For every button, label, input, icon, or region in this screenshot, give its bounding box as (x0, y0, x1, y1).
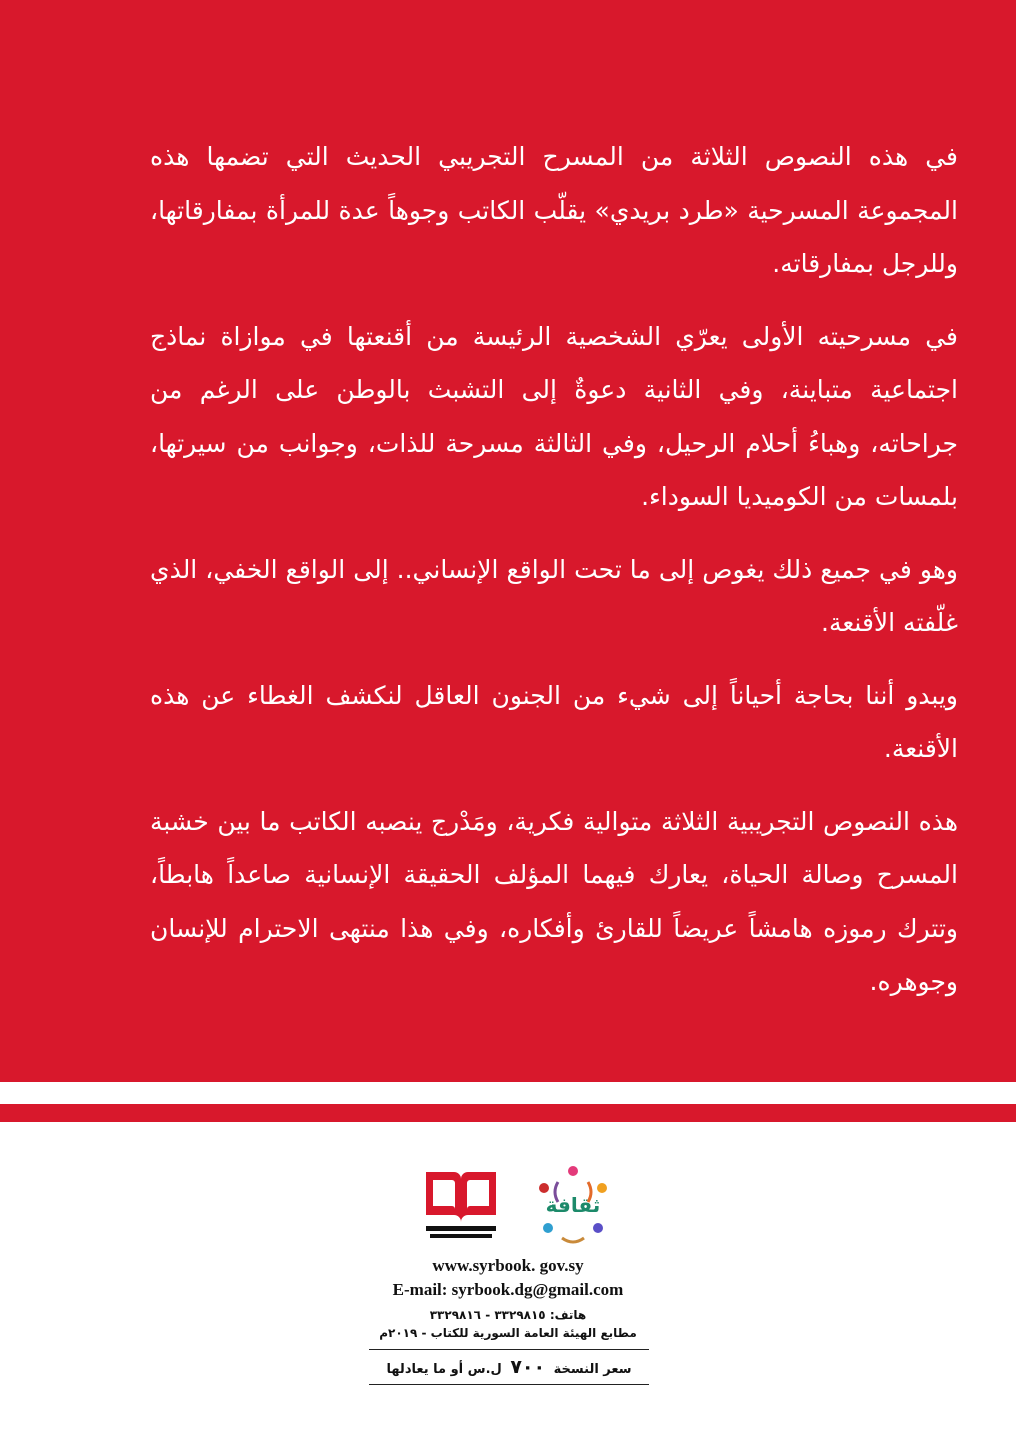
printer-credit: مطابع الهيئة العامة السورية للكتاب - ٢٠١٩م (379, 1326, 637, 1340)
publisher-logos (0, 1162, 1016, 1252)
blurb-text (150, 130, 958, 1028)
email-address[interactable]: E-mail: syrbook.dg@gmail.com (392, 1280, 624, 1299)
phone-numbers: هاتف: ٣٣٢٩٨١٥ - ٣٣٢٩٨١٦ (429, 1308, 587, 1322)
logo-lettering: ثقافة (545, 1193, 601, 1217)
paragraph-5: هذه النصوص التجريبية الثلاثة متوالية فكرية، ومَدْرج ينصبه الكاتب ما بين خشبة المسرح وصالة الحياة، يعارك فيهما المؤلف الحقيقة الإنسانية صاعداً هابطاً، وتترك رموزه هامشاً عريضاً للقارئ وأفكاره، وفي هذا منتهى الاحترام للإنسان وجوهره. (150, 806, 958, 996)
paragraph-3: وهو في جميع ذلك يغوص إلى ما تحت الواقع الإنساني.. إلى الواقع الخفي، الذي غلّفته الأقنعة. (150, 554, 958, 637)
paragraph-4: ويبدو أننا بحاجة أحياناً إلى شيء من الجنون العاقل لنكشف الغطاء عن هذه الأقنعة. (150, 680, 958, 763)
paragraph-2: في مسرحيته الأولى يعرّي الشخصية الرئيسة من أقنعتها في موازاة نماذج اجتماعية متباينة، وفي الثانية دعوةٌ إلى التشبث بالوطن على الرغم من جراحاته، وهباءُ أحلام الرحيل، وفي الثالثة مسرحة للذات، وجوانب من سيرتها، بلمسات من الكوميديا السوداء. (150, 321, 958, 511)
red-stripe (0, 1104, 1016, 1122)
paragraph-1: في هذه النصوص الثلاثة من المسرح التجريبي الحديث التي تضمها هذه المجموعة المسرحية «طرد بريدي» يقلّب الكاتب وجوهاً عدة للمرأة بمفارقاتها، وللرجل بمفارقاته. (150, 142, 958, 278)
price-suffix: ل.س أو ما يعادلها (386, 1362, 502, 1377)
website-url[interactable]: www.syrbook. gov.sy (432, 1256, 584, 1275)
price-amount: ٧٠٠ (510, 1356, 546, 1378)
culture-ministry-logo-icon (532, 1162, 614, 1246)
open-book-logo-icon (420, 1162, 502, 1244)
price-label: سعر النسخة (553, 1362, 632, 1377)
price-line (369, 1349, 649, 1385)
